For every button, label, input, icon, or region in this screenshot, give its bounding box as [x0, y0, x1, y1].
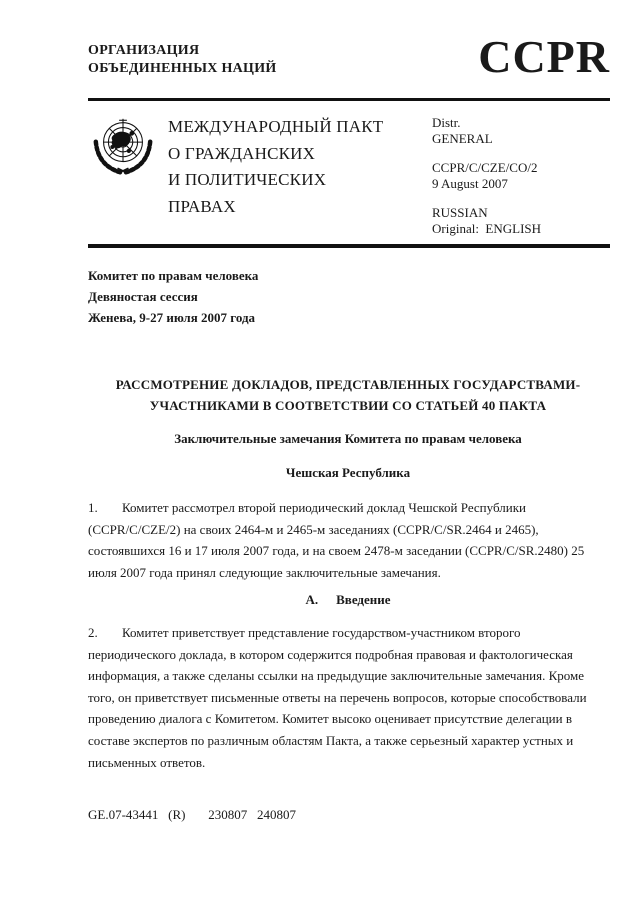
covenant-title-line2: О ГРАЖДАНСКИХ: [168, 143, 316, 163]
section-a-title: Введение: [336, 592, 391, 607]
document-title-line2: УЧАСТНИКАМИ В СООТВЕТСТВИИ СО СТАТЬЕЙ 40 ПАКТА: [149, 398, 547, 413]
session-number: Девяностая сессия: [88, 289, 198, 304]
un-org-name: [88, 42, 277, 78]
doc-date: 9 August 2007: [432, 176, 508, 191]
footer-reference: GE.07-43441 (R) 230807 240807: [88, 807, 296, 822]
paragraph-2-number: 2.: [88, 625, 98, 640]
paragraph-1-number: 1.: [88, 500, 98, 515]
session-block: [88, 265, 258, 328]
document-title-line1: РАССМОТРЕНИЕ ДОКЛАДОВ, ПРЕДСТАВЛЕННЫХ ГОСУДАРСТВАМИ-: [115, 377, 581, 392]
distribution-info: [432, 110, 610, 250]
masthead-rule-top: [88, 98, 610, 101]
un-emblem-icon: [88, 110, 158, 184]
distr-type: GENERAL: [432, 131, 493, 146]
covenant-title: [168, 110, 432, 250]
document-subtitle: Заключительные замечания Комитета по правам человека: [174, 431, 522, 446]
masthead-middle: [88, 110, 610, 250]
session-location-dates: Женева, 9-27 июля 2007 года: [88, 310, 256, 325]
committee-name: Комитет по правам человека: [88, 268, 259, 283]
country-heading: Чешская Республика: [285, 465, 411, 480]
un-org-name-line2: ОБЪЕДИНЕННЫХ НАЦИЙ: [88, 61, 277, 76]
symbol-group: [432, 160, 610, 192]
paragraph-1: [88, 497, 610, 583]
section-a-heading: [88, 592, 608, 608]
paragraph-2-text: Комитет приветствует представление государством-участником второго периодического доклада, в котором содержится подробная правовая и фактологическая информация, а также сделаны ссылки на предыдущие заключительные замечания. Кроме того, он приветствует письменные ответы на перечень вопросов, которые способствовали проведению диалога с Комитетом. Комитет высоко оценивает присутствие делегации в составе экспертов по различным областям Пакта, а также серьезный характер устных и письменных ответов.: [88, 625, 587, 770]
covenant-title-line1: МЕЖДУНАРОДНЫЙ ПАКТ: [168, 117, 384, 136]
doc-symbol: CCPR/C/CZE/CO/2: [432, 160, 538, 175]
paragraph-1-text: Комитет рассмотрел второй периодический доклад Чешской Республики (CCPR/C/CZE/2) на своих 2464-м и 2465-м заседаниях (CCPR/C/SR.2464 и 2465), состоявшихся 16 и 17 июля 2007 года, и на своем 2478-м заседании (CCPR/C/SR.2480) 25 июля 2007 года принял следующие заключительные замечания.: [88, 500, 585, 580]
language-group: [432, 205, 610, 237]
doc-symbol-large: CCPR: [478, 31, 610, 82]
doc-original-language: Original: ENGLISH: [432, 221, 542, 236]
doc-language: RUSSIAN: [432, 205, 488, 220]
paragraph-2: [88, 622, 610, 773]
masthead-rule-bottom: [88, 244, 610, 248]
covenant-title-line3: И ПОЛИТИЧЕСКИХ: [168, 170, 327, 189]
distr-group: [432, 115, 610, 147]
section-a-letter: A.: [305, 592, 319, 607]
un-org-name-line1: ОРГАНИЗАЦИЯ: [88, 43, 200, 58]
covenant-title-line4: ПРАВАХ: [168, 196, 236, 216]
document-title: [88, 374, 608, 416]
distr-label: Distr.: [432, 115, 461, 130]
